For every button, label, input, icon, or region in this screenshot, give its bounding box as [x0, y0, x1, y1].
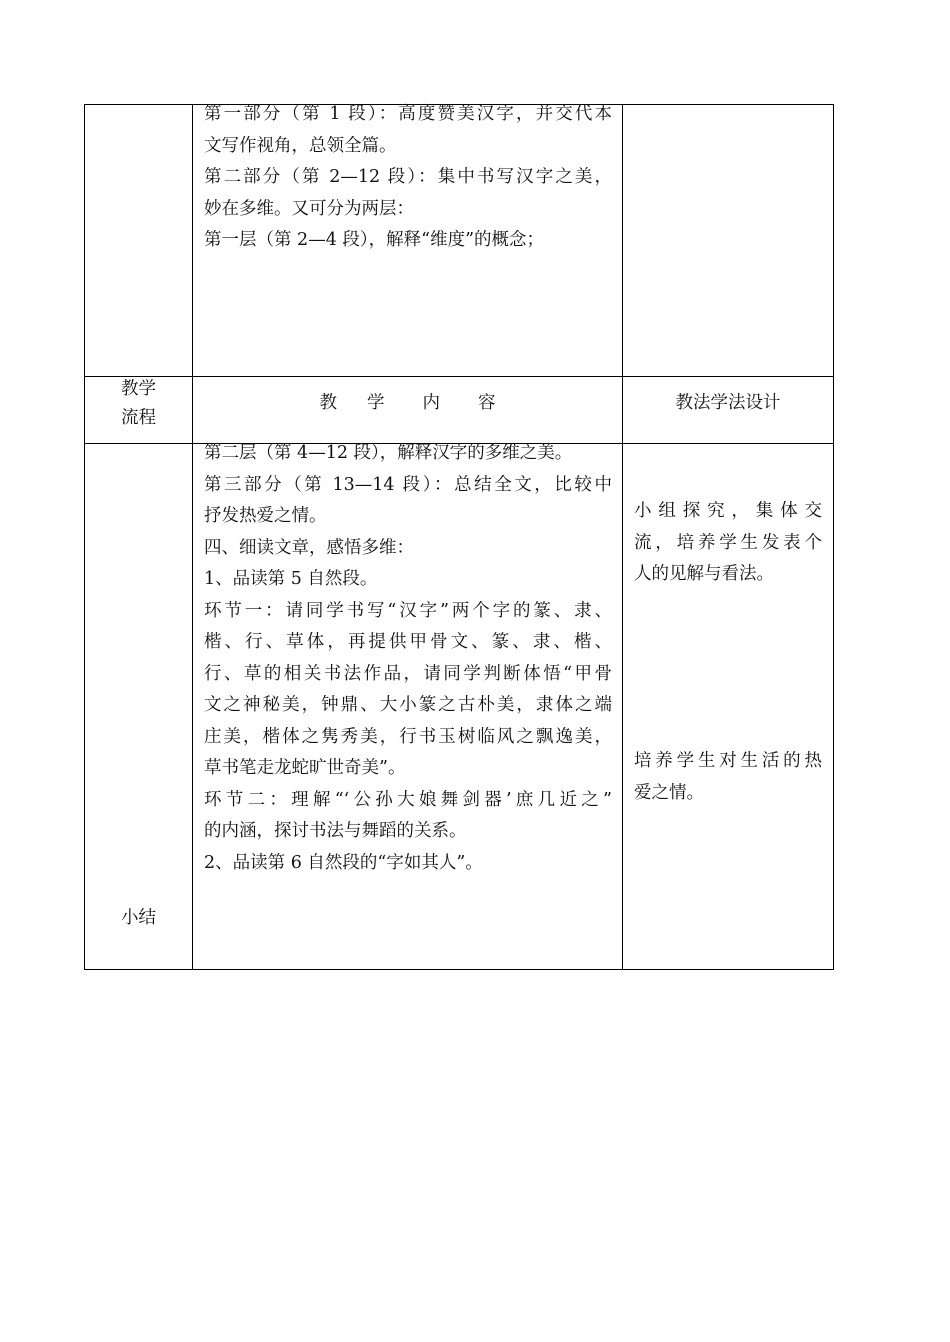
content-line: 四、细读文章，感悟多维：: [204, 537, 414, 558]
content-line: 文写作视角，总领全篇。: [204, 135, 397, 156]
header-char: 内: [422, 393, 440, 413]
content-line: 的内涵，探讨书法与舞蹈的关系。: [204, 821, 467, 841]
main-row-content: [193, 438, 622, 879]
header-method-design: 教法学法设计: [675, 393, 781, 413]
table-bottom-border: [85, 969, 834, 970]
content-line: 楷、行、草体，再提供甲骨文、篆、隶、楷、: [204, 632, 612, 652]
content-line: 2、品读第 6 自然段的“字如其人”。: [204, 852, 483, 873]
note-line: 爱之情。: [634, 782, 704, 803]
content-line: 环节一：请同学书写“汉字”两个字的篆、隶、: [204, 600, 612, 621]
header-char: 教: [319, 393, 337, 413]
table-left-border: [84, 104, 85, 970]
header-col1-line2: 流程: [121, 408, 156, 428]
content-line: 第一层（第 2—4 段），解释“维度”的概念；: [204, 230, 545, 250]
method-notes-group-1: [623, 496, 833, 591]
content-line: 第三部分（第 13—14 段）：总结全文，比较中: [204, 474, 612, 495]
note-line: 流，培养学生发表个: [634, 532, 822, 553]
content-line: 文之神秘美，钟鼎、大小篆之古朴美，隶体之端: [204, 695, 612, 715]
note-line: 培养学生对生活的热: [634, 751, 822, 771]
note-line: 小组探究，集体交: [634, 501, 822, 521]
summary-label-cell: [85, 905, 192, 931]
table-right-border: [833, 104, 834, 970]
content-line: 环节二：理解“‘公孙大娘舞剑器’庶几近之”: [204, 789, 612, 810]
method-notes-group-2: [623, 746, 833, 809]
content-line: 第二部分（第 2—12 段）：集中书写汉字之美，: [204, 167, 612, 187]
top-row-content: [193, 99, 622, 257]
content-line: 行、草的相关书法作品，请同学判断体悟“甲骨: [204, 663, 612, 684]
content-line: 庄美，楷体之隽秀美，行书玉树临风之飘逸美，: [204, 726, 612, 747]
header-teaching-process: [85, 375, 192, 433]
header-col1-line1: 教学: [121, 379, 156, 399]
content-line: 第一部分（第 1 段）：高度赞美汉字，并交代本: [204, 104, 612, 124]
content-line: 抒发热爱之情。: [204, 506, 327, 526]
content-line: 草书笔走龙蛇旷世奇美”。: [204, 758, 406, 778]
header-teaching-content: [193, 390, 622, 416]
content-line: 第二层（第 4—12 段），解释汉字的多维之美。: [204, 443, 573, 463]
content-line: 1、品读第 5 自然段。: [204, 569, 378, 589]
header-char: 容: [478, 393, 496, 413]
header-top-border: [85, 376, 834, 377]
note-line: 人的见解与看法。: [634, 564, 774, 584]
header-char: 学: [367, 393, 385, 413]
summary-label: 小结: [121, 908, 156, 928]
content-line: 妙在多维。又可分为两层：: [204, 198, 414, 219]
